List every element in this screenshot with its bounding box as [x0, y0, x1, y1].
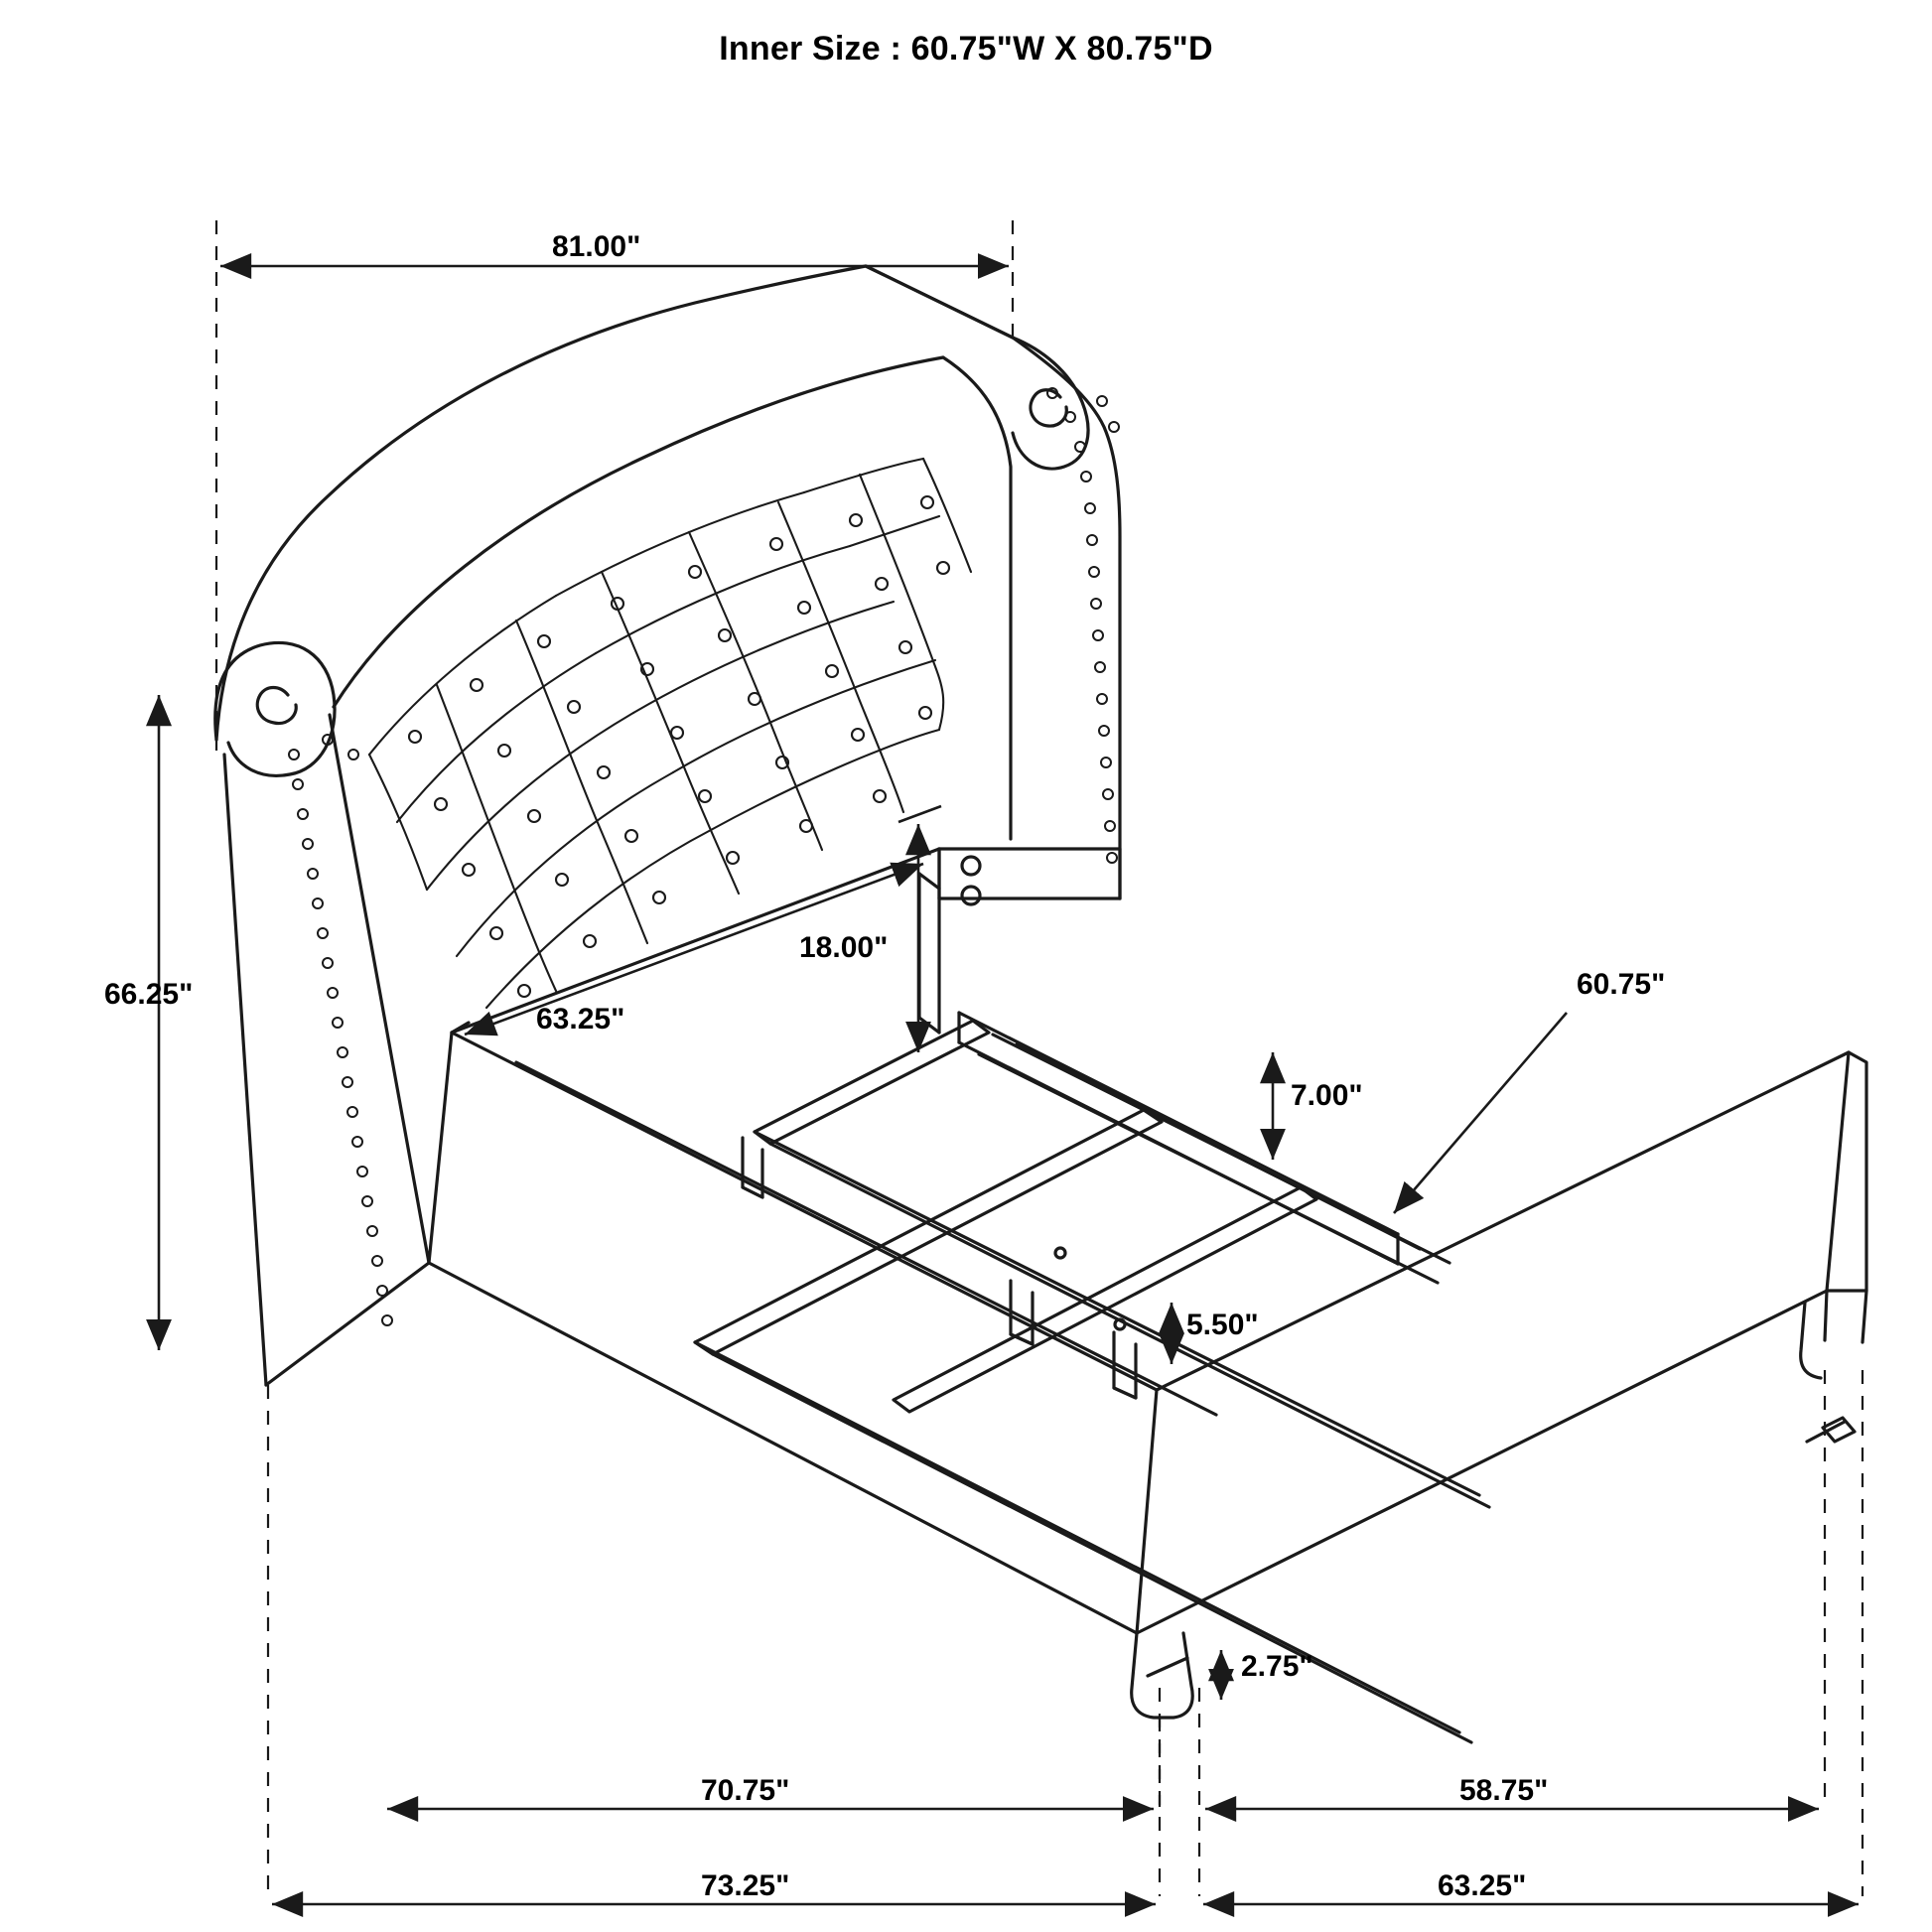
dim-side-depth-lower: 70.75"	[701, 1774, 790, 1807]
dim-leg-height: 2.75"	[1241, 1650, 1313, 1683]
dim-inner-rail-width: 60.75"	[1577, 968, 1666, 1001]
page-title: Inner Size : 60.75"W X 80.75"D	[719, 30, 1213, 68]
dim-side-depth-outer: 73.25"	[701, 1869, 790, 1902]
dim-front-width-outer: 63.25"	[1438, 1869, 1527, 1902]
dim-headboard-width: 63.25"	[536, 1003, 625, 1035]
dim-rail-height: 7.00"	[1291, 1079, 1363, 1112]
dim-front-width-lower: 58.75"	[1459, 1774, 1549, 1807]
dim-overall-height-left: 66.25"	[104, 978, 194, 1011]
dim-slat-clearance: 5.50"	[1186, 1309, 1259, 1341]
dim-headboard-clearance: 18.00"	[799, 931, 889, 964]
dim-overall-width-top: 81.00"	[552, 230, 641, 263]
